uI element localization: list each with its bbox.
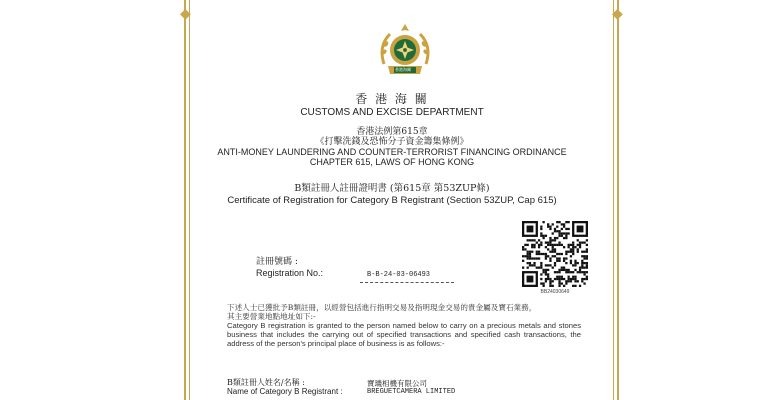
statement-zh-line1: 下述人士已獲批予B類註冊，以經營包括進行指明交易及指明現金交易的貴金屬及寶石業務， [227, 303, 537, 312]
ordinance-title-zh: 《打擊洗錢及恐怖分子資金籌集條例》 [315, 137, 469, 147]
registrant-label-zh: B類註冊人姓名/名稱 : [227, 378, 305, 387]
registrant-name-zh: 寶璣相機有限公司 [367, 379, 427, 388]
department-name-zh: 香 港 海 關 [355, 92, 429, 106]
department-name-en: CUSTOMS AND EXCISE DEPARTMENT [300, 107, 484, 118]
ordinance-title-en-line2: CHAPTER 615, LAWS OF HONG KONG [309, 157, 475, 167]
emblem-banner-text: 香港海關 [395, 67, 411, 72]
registration-number: B-B-24-03-06493 [367, 271, 431, 279]
registrant-label-en: Name of Category B Registrant : [227, 387, 343, 396]
customs-emblem-icon [374, 22, 436, 84]
qr-code-id: BB24030649 [540, 289, 570, 295]
registration-label-zh: 註冊號碼 : [256, 257, 298, 267]
registration-label-en: Registration No.: [256, 268, 324, 278]
ordinance-title-en-line1: ANTI-MONEY LAUNDERING AND COUNTER-TERRORIST FINANCING ORDINANCE [217, 147, 567, 157]
statement-zh-line2: 其主要營業地點地址如下:- [227, 312, 316, 321]
statement-en: Category B registration is granted to the person named below to carry on a precious metals and stones business that includes the carrying out of specified transactions and specified cash transactions, the address of the person's principal place of business is as follows:- [227, 321, 581, 348]
certificate-title-zh: B類註冊人註冊證明書 (第615章 第53ZUP條) [294, 183, 490, 194]
corner-ornament-left: ◆ [180, 5, 191, 21]
certificate-title-en: Certificate of Registration for Category B Registrant (Section 53ZUP, Cap 615) [227, 195, 557, 206]
qr-code-icon [521, 221, 589, 287]
registration-underline [360, 282, 454, 283]
registrant-name-en: BREGUETCAMERA LIMITED [367, 388, 456, 396]
corner-ornament-right: ◆ [612, 5, 623, 21]
ordinance-chapter-zh: 香港法例第615章 [356, 127, 428, 137]
